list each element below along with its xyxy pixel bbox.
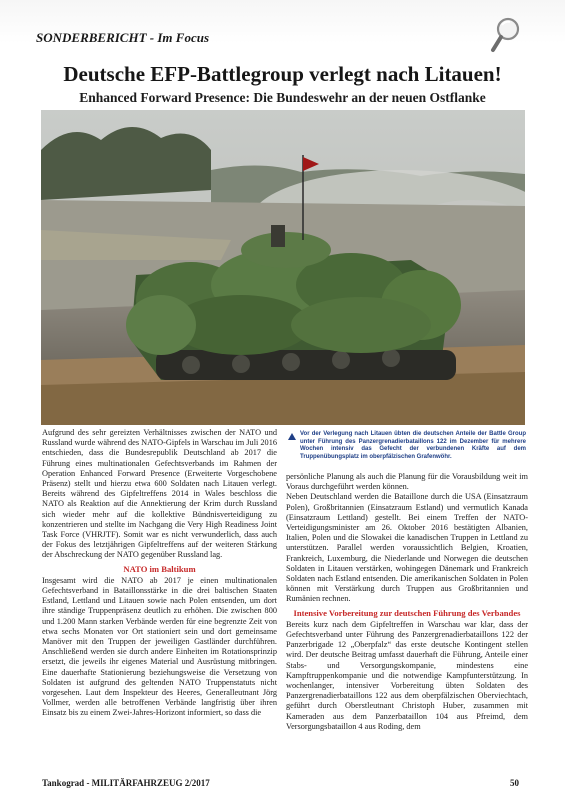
photo-caption: Vor der Verlegung nach Litauen übten die deutschen Anteile der Battle Group unter Führung des Panzergrenadierbataillons 122 im Dezember für mehrere Wochen intensiv das Gefecht der verbundenen Kräfte auf dem Truppenübungsplatz im oberpfälzischen Grafenwöhr. bbox=[300, 431, 526, 460]
magnifier-icon bbox=[490, 16, 522, 56]
article-title: Deutsche EFP-Battlegroup verlegt nach Litauen! bbox=[63, 62, 502, 86]
section-label: SONDERBERICHT - Im Focus bbox=[36, 30, 210, 45]
paragraph-nato-baltikum: Insgesamt wird die NATO ab 2017 je einen multinationalen Gefechtsverband in Bataillonsstärke in die drei baltischen Staaten Estland, Lettland und Litauen sowie nach Polen entsenden, um dort ihre ständige Truppenpräsenz deutlich zu erhöhen. Die zwischen 800 und 1.200 Mann starken Verbände werden für eine begrenzte Zeit von etwa sechs Monaten vor Ort stationiert sein und dort gemeinsame Manöver mit den Truppen der jeweiligen Gastländer durchführen. Anschließend werden sie durch andere Einheiten im Rotationsprinzip ersetzt, die jeweils ihr eigenes Material und Ausrüstung mitbringen. Eine dauerhafte Stationierung beziehungsweise die Versetzung von Soldaten ist aufgrund des geltenden NATO Truppenstatuts nicht vorgesehen. Laut dem Inspekteur des Heeres, Generalleutnant Jörg Vollmer, werden alle betroffenen Verbände langfristig über ihren Einsatz bis zu einem Zwei-Jahres-Horizont informiert, so dass die bbox=[42, 575, 277, 718]
subhead-intensive: Intensive Vorbereitung zur deutschen Führung des Verbandes bbox=[293, 607, 521, 618]
column-left bbox=[42, 428, 277, 719]
article-subtitle: Enhanced Forward Presence: Die Bundeswehr an der neuen Ostflanke bbox=[79, 90, 486, 105]
subhead-nato-baltikum: NATO im Baltikum bbox=[123, 563, 196, 574]
caption-marker-icon bbox=[288, 433, 296, 440]
footer-page-number: 50 bbox=[510, 778, 519, 788]
paragraph-intro: Aufgrund des sehr gereizten Verhältnisses zwischen der NATO und Russland wurde während des NATO-Gipfels in Warschau im Juli 2016 entschieden, dass die Bundesrepublik Deutschland ab 2017 die Führung eines multinationalen Gefechtsverbands im Rahmen der Operation Enhanced Forward Presence (Erweiterte Vorgeschobene Präsenz) stellt und hierzu etwa 600 Soldaten nach Litauen verlegt. Bereits während des Gipfeltreffens 2014 in Wales beschloss die NATO als Reaktion auf die Annektierung der Krim durch Russland sich wieder mehr auf die kollektive Bündnisverteidigung zu konzentrieren und stellte im Nachgang die Very High Readiness Joint Task Force (VHRJTF). Somit war es nicht verwunderlich, dass auch der Fokus des letztjährigen Gipfeltreffens auf der weiteren Stärkung der Abschreckung der NATO gegenüber Russland lag. bbox=[42, 428, 277, 560]
column-right bbox=[286, 472, 528, 732]
footer-publication: Tankograd - MILITÄRFAHRZEUG 2/2017 bbox=[42, 778, 210, 788]
paragraph-planning: persönliche Planung als auch die Planung für die Vorausbildung weit im Voraus durchgeführt werden können. bbox=[286, 472, 528, 492]
paragraph-preparation: Bereits kurz nach dem Gipfeltreffen in Warschau war klar, dass der Gefechtsverband unter Führung des Panzergrenadierbataillons 122 der Panzerbrigade 12 „Oberpfalz“ das erste deutsche Kontingent stellen wird. Der deutsche Beitrag umfasst dauerhaft die Führung, Anteile einer Stabs- und Versorgungskompanie, mindestens eine Kampftruppenkompanie und die notwendige Kampfunterstützung. In wochenlanger, intensiver Vorbereitung übten Soldaten des Panzergrenadierbataillons 122 aus dem oberpfälzischen Oberviechtach, geführt durch Oberstleutnant Christoph Huber, zusammen mit Kameraden aus dem Panzerbataillon 104 aus Pfreimd, dem Versorgungsbataillon 4 aus Roding, dem bbox=[286, 619, 528, 731]
paragraph-partners: Neben Deutschland werden die Bataillone durch die USA (Einsatzraum Polen), Großbritannien (Einsatzraum Estland) und vermutlich Kanada (Einsatzraum Lettland) gestellt. Bei einem Treffen der NATO-Verteidigungsminister am 26. Oktober 2016 bestätigten Albanien, Italien, Polen und die Slowakei die kanadischen Truppen in Lettland zu unterstützen. Parallel werden voraussichtlich Belgien, Kroatien, Frankreich, Luxemburg, die Niederlande und Norwegen die deutschen Soldaten in Litauen verstärken, wohingegen Dänemark und Frankreich Soldaten nach Estland entsenden. Die amerikanischen Soldaten in Polen können mit Verstärkung durch Truppen aus Großbritannien und Rumänien rechnen. bbox=[286, 492, 528, 604]
article-photo bbox=[41, 110, 525, 425]
